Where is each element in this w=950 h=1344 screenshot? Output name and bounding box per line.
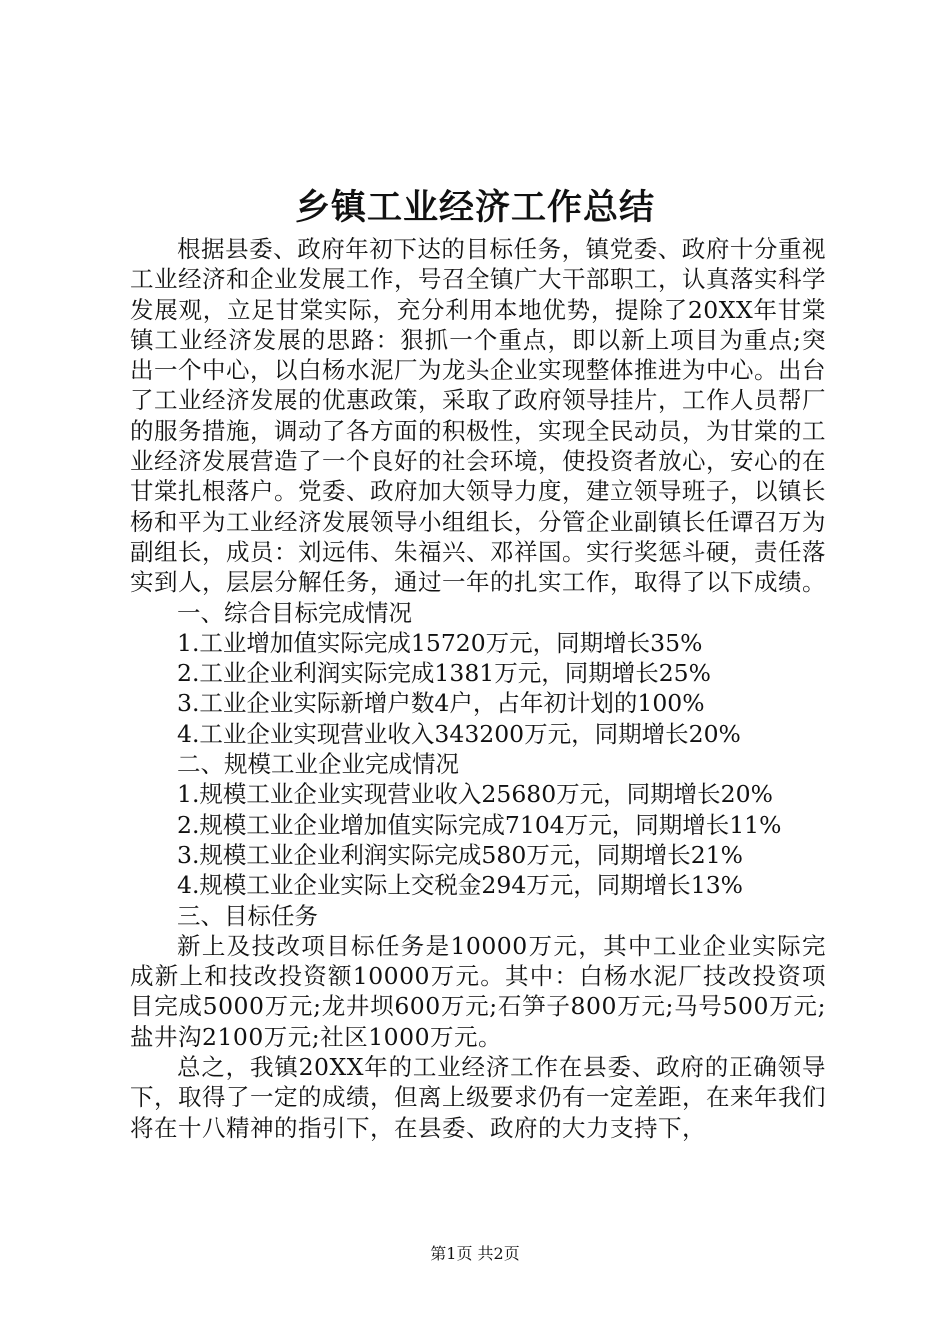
list-item: 3.工业企业实际新增户数4户，占年初计划的100% bbox=[177, 689, 705, 718]
list-item: 1.工业增加值实际完成15720万元，同期增长35% bbox=[177, 628, 703, 657]
list-item: 2.规模工业企业增加值实际完成7104万元，同期增长11% bbox=[177, 810, 782, 839]
section-heading: 一、综合目标完成情况 bbox=[177, 598, 412, 627]
document-body bbox=[130, 234, 826, 1143]
section-heading: 二、规模工业企业完成情况 bbox=[177, 750, 459, 779]
section-heading: 三、目标任务 bbox=[177, 901, 318, 930]
list-item: 1.规模工业企业实现营业收入25680万元，同期增长20% bbox=[177, 780, 773, 809]
conclusion-paragraph: 总之，我镇20XX年的工业经济工作在县委、政府的正确领导下，取得了一定的成绩，但离上级要求仍有一定差距，在来年我们将在十八精神的指引下，在县委、政府的大力支持下， bbox=[130, 1053, 826, 1142]
list-item: 4.规模工业企业实际上交税金294万元，同期增长13% bbox=[177, 871, 744, 900]
list-item: 3.规模工业企业利润实际完成580万元，同期增长21% bbox=[177, 840, 744, 869]
document-title: 乡镇工业经济工作总结 bbox=[294, 188, 655, 228]
page-number: 第1页 共2页 bbox=[430, 1244, 520, 1263]
list-item: 2.工业企业利润实际完成1381万元，同期增长25% bbox=[177, 659, 711, 688]
list-item: 4.工业企业实现营业收入343200万元，同期增长20% bbox=[177, 719, 741, 748]
intro-paragraph: 根据县委、政府年初下达的目标任务，镇党委、政府十分重视工业经济和企业发展工作，号召全镇广大干部职工，认真落实科学发展观，立足甘棠实际，充分利用本地优势，提除了20XX年甘棠镇工业经济发展的思路：狠抓一个重点，即以新上项目为重点;突出一个中心，以白杨水泥厂为龙头企业实现整体推进为中心。出台了工业经济发展的优惠政策，采取了政府领导挂片，工作人员帮厂的服务措施，调动了各方面的积极性，实现全民动员，为甘棠的工业经济发展营造了一个良好的社会环境，使投资者放心，安心的在甘棠扎根落户。党委、政府加大领导力度，建立领导班子，以镇长杨和平为工业经济发展领导小组组长，分管企业副镇长任谭召万为副组长，成员：刘远伟、朱福兴、邓祥国。实行奖惩斗硬，责任落实到人，层层分解任务，通过一年的扎实工作，取得了以下成绩。 bbox=[130, 235, 826, 597]
targets-paragraph: 新上及技改项目标任务是10000万元，其中工业企业实际完成新上和技改投资额10000万元。其中：白杨水泥厂技改投资项目完成5000万元;龙井坝600万元;石笋子800万元;马号500万元;盐井沟2100万元;社区1000万元。 bbox=[130, 931, 826, 1051]
